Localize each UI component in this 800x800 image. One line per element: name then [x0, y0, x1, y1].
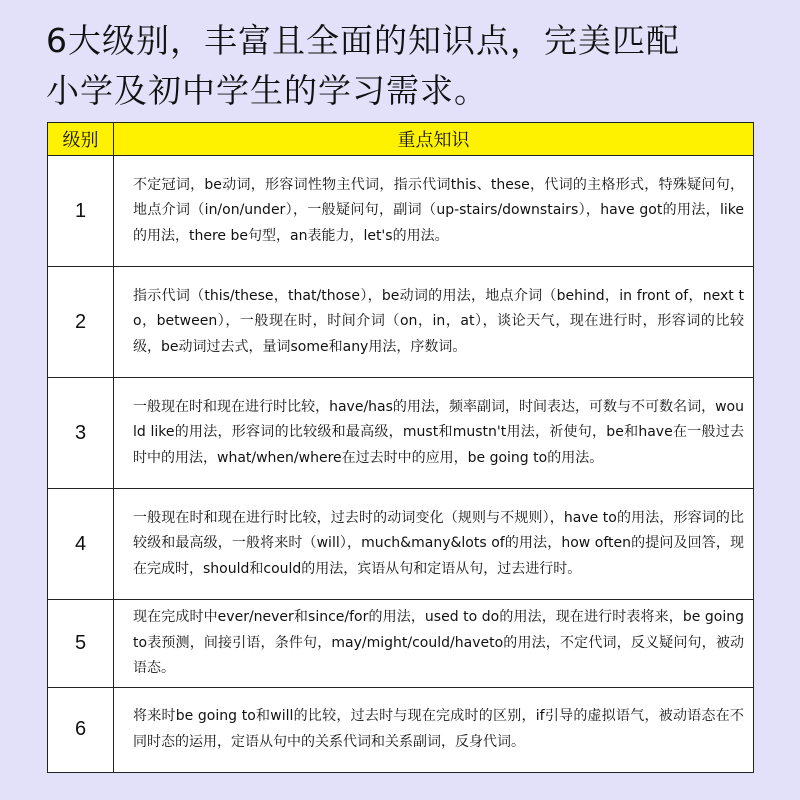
level-number: 4 [48, 489, 114, 600]
content-column-header: 重点知识 [114, 123, 754, 156]
table-row [48, 378, 754, 489]
key-knowledge-text: 将来时be going to和will的比较，过去时与现在完成时的区别，if引导的虚拟语气，被动语态在不同时态的运用，定语从句中的关系代词和关系副词，反身代词。 [114, 687, 754, 772]
table-row [48, 600, 754, 688]
key-knowledge-text: 指示代词（this/these，that/those），be动词的用法，地点介词（behind，in front of，next to，between），一般现在时，时间介词（on，in，at），谈论天气，现在进行时，形容词的比较级，be动词过去式，量词some和any用法，序数词。 [114, 267, 754, 378]
level-number: 5 [48, 600, 114, 688]
level-number: 3 [48, 378, 114, 489]
level-number: 6 [48, 687, 114, 772]
table-header-row [48, 123, 754, 156]
headline-line-1: 6大级别，丰富且全面的知识点，完美匹配 [46, 21, 680, 60]
key-knowledge-text: 一般现在时和现在进行时比较，have/has的用法，频率副词，时间表达，可数与不可数名词，would like的用法，形容词的比较级和最高级，must和mustn't用法，祈使句，be和have在一般过去时中的用法，what/when/where在过去时中的应用，be going to的用法。 [114, 378, 754, 489]
key-knowledge-text: 一般现在时和现在进行时比较，过去时的动词变化（规则与不规则），have to的用法，形容词的比较级和最高级，一般将来时（will），much&many&lots of的用法，how often的提问及回答，现在完成时，should和could的用法，宾语从句和定语从句，过去进行时。 [114, 489, 754, 600]
headline-line-2: 小学及初中学生的学习需求。 [46, 71, 488, 110]
level-column-header: 级别 [48, 123, 114, 156]
key-knowledge-text: 不定冠词，be动词，形容词性物主代词，指示代词this、these，代词的主格形式，特殊疑问句，地点介词（in/on/under），一般疑问句，副词（up-stairs/downstairs），have got的用法，like的用法，there be句型，an表能力，let's的用法。 [114, 156, 754, 267]
table-row [48, 489, 754, 600]
table-row [48, 267, 754, 378]
table-row [48, 687, 754, 772]
knowledge-table [47, 122, 754, 773]
key-knowledge-text: 现在完成时中ever/never和since/for的用法，used to do的用法，现在进行时表将来，be going to表预测，间接引语，条件句，may/might/could/haveto的用法，不定代词，反义疑问句，被动语态。 [114, 600, 754, 688]
table-row [48, 156, 754, 267]
level-number: 1 [48, 156, 114, 267]
level-number: 2 [48, 267, 114, 378]
headline [46, 16, 766, 116]
